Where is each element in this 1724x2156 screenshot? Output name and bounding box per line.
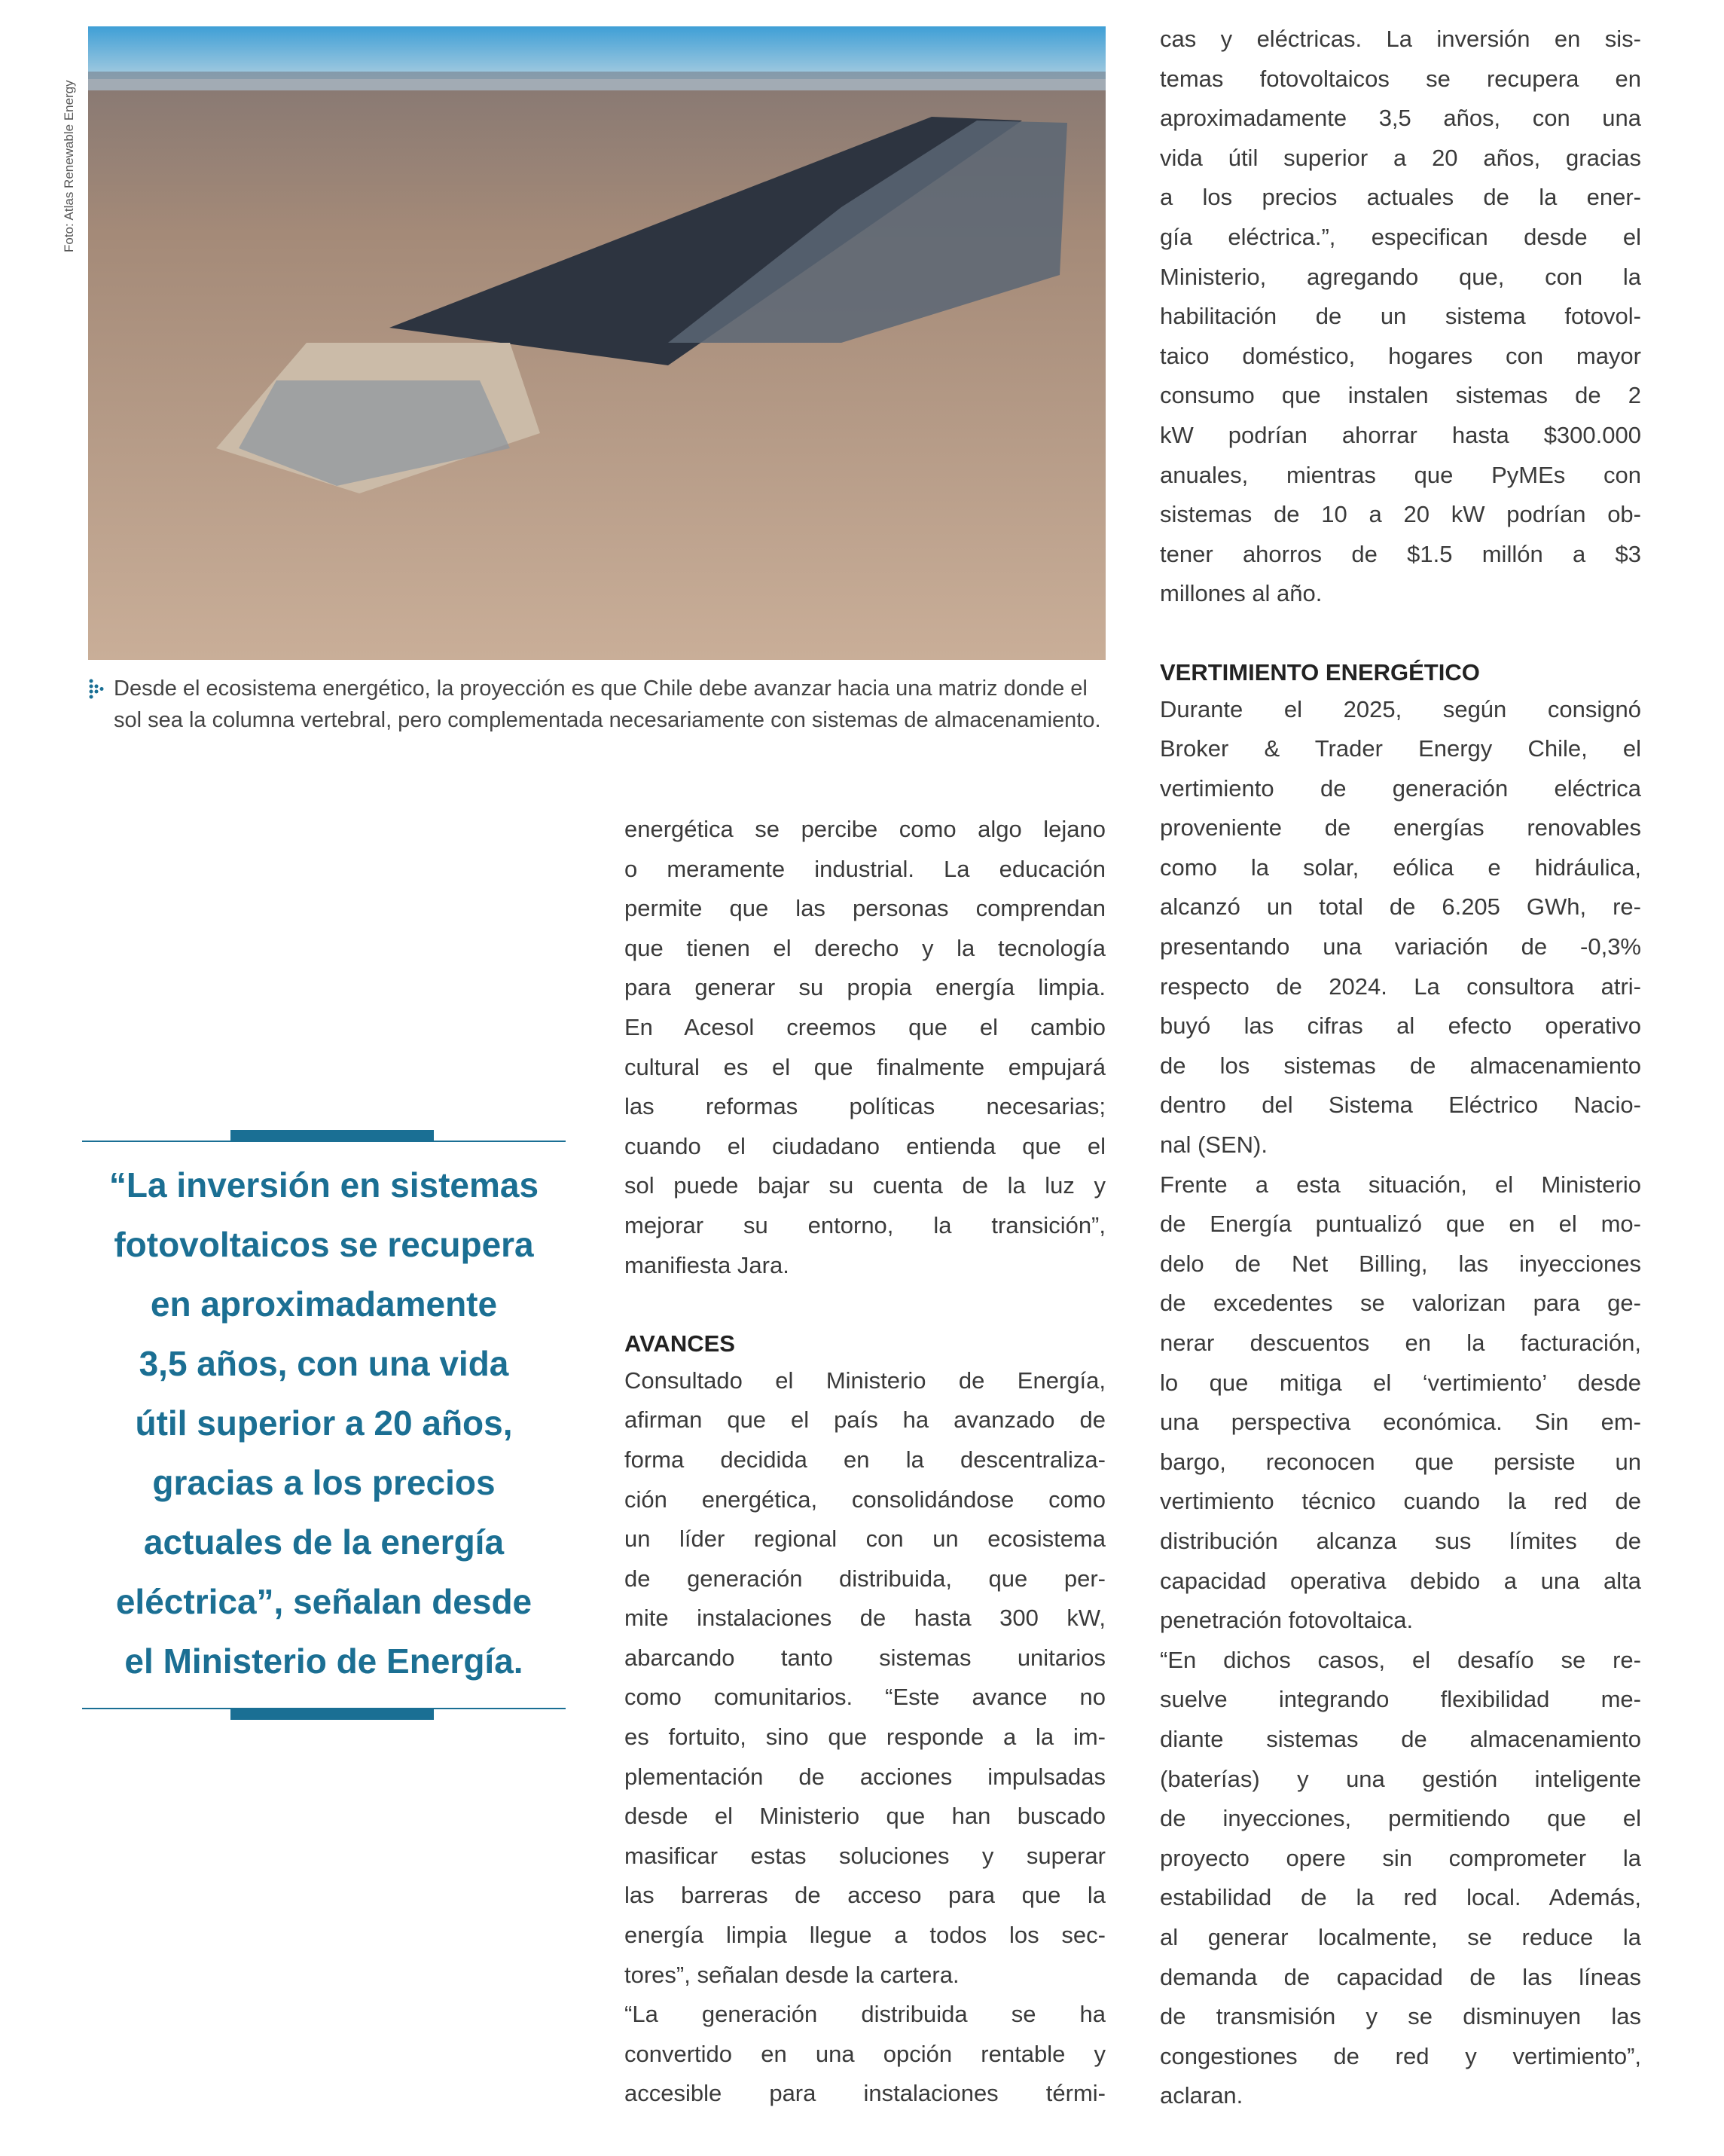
text-line: “La generación distribuida se ha — [624, 2001, 1106, 2028]
text-line: desde el Ministerio que han buscado — [624, 1803, 1106, 1830]
text-line: manifiesta Jara. — [624, 1251, 789, 1278]
text-line: estabilidad de la red local. Además, — [1160, 1884, 1641, 1911]
text-line: “En dichos casos, el desafío se re- — [1160, 1646, 1641, 1673]
text-line: distribución alcanza sus límites de — [1160, 1527, 1641, 1554]
text-line: habilitación de un sistema fotovol- — [1160, 303, 1641, 330]
text-line: buyó las cifras al efecto operativo — [1160, 1012, 1641, 1040]
text-line: proyecto opere sin comprometer la — [1160, 1844, 1641, 1871]
pull-quote-line: “La inversión en sistemas — [108, 1165, 539, 1205]
text-line: Broker & Trader Energy Chile, el — [1160, 735, 1641, 762]
text-line: es fortuito, sino que responde a la im- — [624, 1724, 1106, 1751]
quote-top-rule — [82, 1141, 566, 1142]
text-line: cultural es el que finalmente empujará — [624, 1053, 1106, 1080]
text-line: sol puede bajar su cuenta de la luz y — [624, 1172, 1106, 1199]
pull-quote-text — [82, 1142, 566, 1708]
text-line: plementación de acciones impulsadas — [624, 1763, 1106, 1790]
text-line: anuales, mientras que PyMEs con — [1160, 461, 1641, 488]
text-line: de inyecciones, permitiendo que el — [1160, 1805, 1641, 1832]
text-line: consumo que instalen sistemas de 2 — [1160, 382, 1641, 409]
paragraph — [624, 1361, 1106, 1996]
pull-quote-line: 3,5 años, con una vida — [139, 1344, 509, 1383]
text-line: cas y eléctricas. La inversión en sis- — [1160, 26, 1641, 52]
text-line: gía eléctrica.”, especifican desde el — [1160, 223, 1641, 250]
text-line: que tienen el derecho y la tecnología — [624, 934, 1106, 961]
text-line: bargo, reconocen que persiste un — [1160, 1448, 1641, 1475]
text-line: ción energética, consolidándose como — [624, 1486, 1106, 1513]
text-line: forma decidida en la descentraliza- — [624, 1446, 1106, 1473]
pull-quote-line: eléctrica”, señalan desde — [115, 1582, 532, 1621]
text-line: sistemas de 10 a 20 kW podrían ob- — [1160, 501, 1641, 528]
text-line: de transmisión y se disminuyen las — [1160, 2003, 1641, 2030]
text-line: diante sistemas de almacenamiento — [1160, 1725, 1641, 1752]
text-line: energía limpia llegue a todos los sec- — [624, 1922, 1106, 1949]
text-line: capacidad operativa debido a una alta — [1160, 1567, 1641, 1594]
article-column-middle — [624, 810, 1106, 2114]
text-line: Consultado el Ministerio de Energía, — [624, 1367, 1106, 1394]
text-line: aproximadamente 3,5 años, con una — [1160, 105, 1641, 132]
pull-quote-line: actuales de la energía — [143, 1522, 505, 1562]
pull-quote-line: gracias a los precios — [152, 1463, 496, 1502]
text-line: una perspectiva económica. Sin em- — [1160, 1409, 1641, 1436]
text-line: afirman que el país ha avanzado de — [624, 1406, 1106, 1434]
text-line: demanda de capacidad de las líneas — [1160, 1963, 1641, 1990]
text-line: Frente a esta situación, el Ministerio — [1160, 1171, 1641, 1198]
text-line: respecto de 2024. La consultora atri- — [1160, 973, 1641, 1000]
pull-quote-line: fotovoltaicos se recupera — [114, 1225, 534, 1264]
pull-quote — [82, 1141, 566, 1709]
text-line: (baterías) y una gestión inteligente — [1160, 1765, 1641, 1792]
text-line: mejorar su entorno, la transición”, — [624, 1211, 1106, 1238]
text-line: cuando el ciudadano entienda que el — [624, 1132, 1106, 1159]
text-line: nerar descuentos en la facturación, — [1160, 1330, 1641, 1356]
text-line: masificar estas soluciones y superar — [624, 1842, 1106, 1869]
text-line: de generación distribuida, que per- — [624, 1565, 1106, 1592]
text-line: de Energía puntualizó que en el mo- — [1160, 1211, 1641, 1238]
text-line: suelve integrando flexibilidad me- — [1160, 1686, 1641, 1713]
text-line: de excedentes se valorizan para ge- — [1160, 1290, 1641, 1317]
text-line: congestiones de red y vertimiento”, — [1160, 2042, 1641, 2069]
text-line: vertimiento de generación eléctrica — [1160, 774, 1641, 802]
text-line: para generar su propia energía limpia. — [624, 974, 1106, 1001]
text-line: o meramente industrial. La educación — [624, 855, 1106, 882]
caption-text: Desde el ecosistema energético, la proyección es que Chile debe avanzar hacia una matriz donde el sol sea la columna vertebral, pero complementada necesariamente con sistemas de almacenamiento. — [114, 676, 1101, 732]
text-line: un líder regional con un ecosistema — [624, 1525, 1106, 1553]
text-line: lo que mitiga el ‘vertimiento’ desde — [1160, 1369, 1641, 1396]
paragraph — [624, 1995, 1106, 2114]
text-line: las reformas políticas necesarias; — [624, 1093, 1106, 1120]
photo-caption — [88, 673, 1112, 736]
text-line: nal (SEN). — [1160, 1131, 1268, 1159]
text-line: vida útil superior a 20 años, gracias — [1160, 144, 1641, 171]
pull-quote-line: en aproximadamente — [150, 1284, 498, 1324]
text-line: tores”, señalan desde la cartera. — [624, 1961, 960, 1988]
caption-dots-icon — [88, 679, 105, 701]
text-line: aclaran. — [1160, 2082, 1243, 2109]
text-line: penetración fotovoltaica. — [1160, 1607, 1414, 1634]
paragraph — [1160, 1165, 1641, 1641]
text-line: como comunitarios. “Este avance no — [624, 1684, 1106, 1711]
photo-credit: Foto: Atlas Renewable Energy — [62, 80, 76, 252]
section-heading: VERTIMIENTO ENERGÉTICO — [1160, 658, 1480, 686]
text-line: como la solar, eólica e hidráulica, — [1160, 854, 1641, 881]
text-line: En Acesol creemos que el cambio — [624, 1013, 1106, 1040]
text-line: mite instalaciones de hasta 300 kW, — [624, 1605, 1106, 1632]
text-line: Ministerio, agregando que, con la — [1160, 263, 1641, 290]
text-line: vertimiento técnico cuando la red de — [1160, 1488, 1641, 1515]
pull-quote-line: el Ministerio de Energía. — [124, 1641, 523, 1681]
text-line: permite que las personas comprendan — [624, 895, 1106, 922]
text-line: proveniente de energías renovables — [1160, 814, 1641, 841]
quote-bottom-rule — [82, 1708, 566, 1709]
pull-quote-line: útil superior a 20 años, — [135, 1403, 513, 1443]
text-line: delo de Net Billing, las inyecciones — [1160, 1250, 1641, 1277]
article-column-right — [1160, 20, 1641, 2116]
text-line: al generar localmente, se reduce la — [1160, 1923, 1641, 1950]
text-line: presentando una variación de -0,3% — [1160, 933, 1641, 960]
text-line: convertido en una opción rentable y — [624, 2040, 1106, 2067]
text-line: abarcando tanto sistemas unitarios — [624, 1644, 1106, 1671]
paragraph — [624, 810, 1106, 1285]
text-line: temas fotovoltaicos se recupera en — [1160, 65, 1641, 92]
paragraph — [1160, 690, 1641, 1165]
solar-plant-photo — [88, 26, 1106, 660]
text-line: tener ahorros de $1.5 millón a $3 — [1160, 540, 1641, 567]
paragraph — [1160, 1641, 1641, 2116]
text-line: accesible para instalaciones térmi- — [624, 2080, 1106, 2107]
text-line: Durante el 2025, según consignó — [1160, 695, 1641, 722]
text-line: alcanzó un total de 6.205 GWh, re- — [1160, 893, 1641, 921]
text-line: las barreras de acceso para que la — [624, 1882, 1106, 1909]
text-line: dentro del Sistema Eléctrico Nacio- — [1160, 1092, 1641, 1119]
section-heading: AVANCES — [624, 1330, 735, 1357]
text-line: millones al año. — [1160, 580, 1323, 607]
text-line: taico doméstico, hogares con mayor — [1160, 342, 1641, 369]
text-line: a los precios actuales de la ener- — [1160, 184, 1641, 211]
text-line: de los sistemas de almacenamiento — [1160, 1052, 1641, 1079]
paragraph — [1160, 20, 1641, 614]
text-line: energética se percibe como algo lejano — [624, 816, 1106, 842]
text-line: kW podrían ahorrar hasta $300.000 — [1160, 421, 1641, 448]
